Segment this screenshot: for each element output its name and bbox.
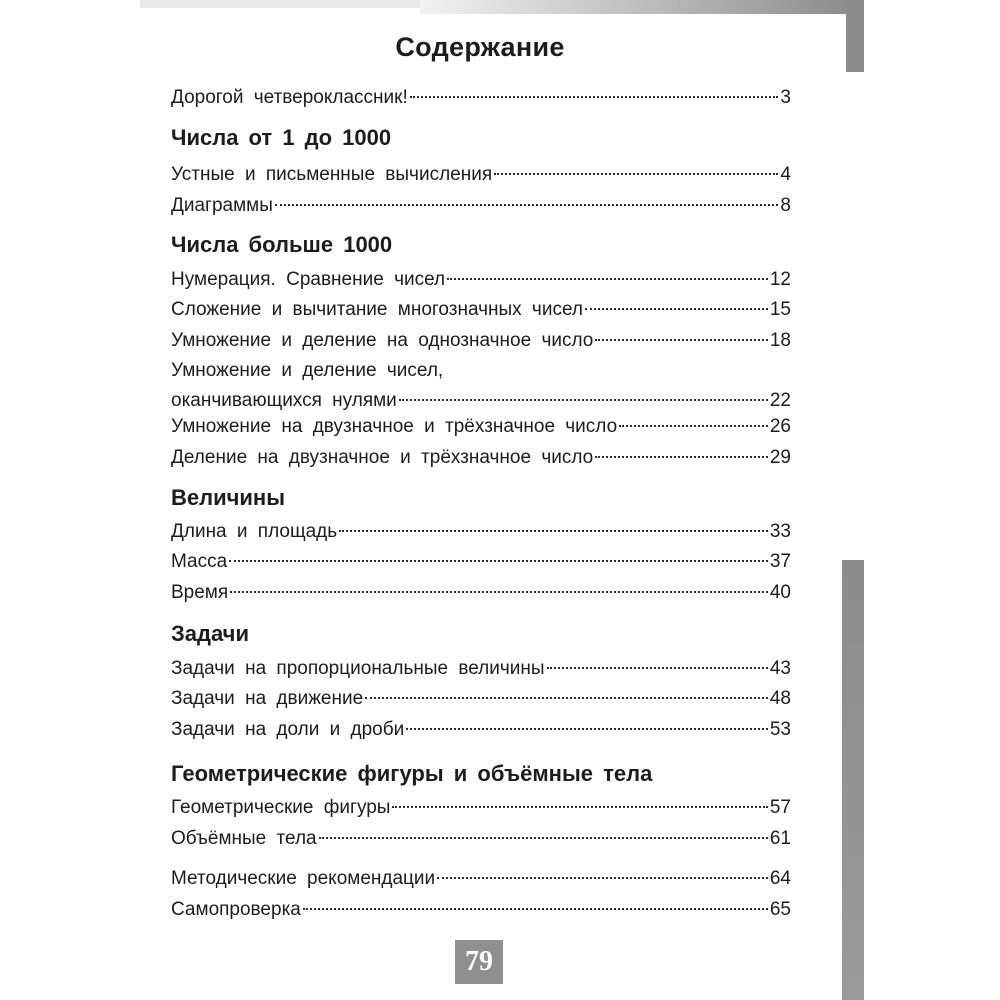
scan-edge-top-left (140, 0, 420, 8)
toc-entry (171, 550, 791, 574)
dot-leader (595, 339, 768, 341)
toc-entry (171, 687, 791, 711)
toc-entry-page: 29 (769, 447, 791, 468)
toc-entry-label: Сложение и вычитание многозначных чисел (171, 299, 583, 320)
toc-entry-label: Деление на двузначное и трёхзначное число (171, 447, 594, 468)
section-heading: Геометрические фигуры и объёмные тела (171, 761, 653, 786)
toc-entry-label-line2: оканчивающихся нулями (171, 390, 397, 411)
section-heading: Задачи (171, 621, 249, 646)
toc-entry-page: 18 (769, 330, 791, 351)
toc-entry (171, 827, 791, 851)
dot-leader (303, 908, 768, 910)
toc-entry (171, 446, 791, 470)
toc-entry-label: Методические рекомендации (171, 868, 436, 889)
page-edge-right-bottom (842, 560, 864, 1000)
toc-entry-appendix (171, 867, 791, 891)
toc-entry (171, 163, 791, 187)
toc-entry (171, 329, 791, 353)
toc-entry-multiline (171, 359, 791, 413)
page-edge-top (420, 0, 860, 14)
toc-entry-label: Диаграммы (171, 195, 273, 216)
toc-entry-page: 22 (769, 390, 791, 411)
toc-entry (171, 268, 791, 292)
toc-entry-page: 12 (769, 269, 791, 290)
toc-entry-label: Умножение и деление на однозначное число (171, 330, 594, 351)
page-title: Содержание (395, 32, 565, 62)
toc-entry-page: 57 (769, 797, 791, 818)
toc-entry-label: Дорогой четвероклассник! (171, 87, 408, 108)
toc-entry-page: 65 (769, 899, 791, 920)
dot-leader (447, 278, 768, 280)
dot-leader (399, 399, 768, 401)
toc-entry-label: Умножение на двузначное и трёхзначное число (171, 416, 618, 437)
page-number: 79 (455, 940, 503, 984)
section-heading: Величины (171, 485, 285, 510)
toc-entry (171, 298, 791, 322)
dot-leader (230, 591, 768, 593)
dot-leader (392, 806, 767, 808)
dot-leader (410, 96, 779, 98)
dot-leader (339, 530, 768, 532)
toc-entry-label: Геометрические фигуры (171, 797, 391, 818)
dot-leader (365, 697, 768, 699)
toc-entry-label: Задачи на пропорциональные величины (171, 658, 545, 679)
dot-leader (619, 425, 768, 427)
toc-entry-label: Задачи на доли и дроби (171, 719, 405, 740)
dot-leader (229, 560, 768, 562)
toc-entry-page: 4 (780, 164, 791, 185)
toc-entry-page: 26 (769, 416, 791, 437)
toc-entry (171, 520, 791, 544)
toc-entry-label: Время (171, 582, 229, 603)
dot-leader (437, 877, 768, 879)
toc-entry-label: Масса (171, 551, 228, 572)
dot-leader (275, 204, 779, 206)
toc-entry (171, 718, 791, 742)
dot-leader (595, 456, 768, 458)
dot-leader (547, 667, 768, 669)
toc-entry-label: Длина и площадь (171, 521, 338, 542)
toc-entry (171, 581, 791, 605)
toc-entry (171, 796, 791, 820)
toc-entry-page: 37 (769, 551, 791, 572)
dot-leader (585, 308, 768, 310)
toc-entry-page: 61 (769, 828, 791, 849)
toc-entry (171, 415, 791, 439)
toc-entry-page: 15 (769, 299, 791, 320)
toc-entry (171, 657, 791, 681)
toc-entry-page: 43 (769, 658, 791, 679)
section-heading: Числа от 1 до 1000 (171, 125, 392, 150)
toc-entry-page: 40 (769, 582, 791, 603)
toc-entry-page: 8 (780, 195, 791, 216)
toc-entry-line2 (171, 389, 791, 413)
dot-leader (319, 837, 768, 839)
page-edge-right-top (846, 0, 864, 72)
toc-entry (171, 194, 791, 218)
toc-entry-label: Задачи на движение (171, 688, 364, 709)
toc-entry-page: 33 (769, 521, 791, 542)
toc-entry-page: 53 (769, 719, 791, 740)
toc-entry-label: Нумерация. Сравнение чисел (171, 269, 446, 290)
toc-entry-appendix (171, 898, 791, 922)
toc-entry-page: 64 (769, 868, 791, 889)
section-heading: Числа больше 1000 (171, 232, 393, 257)
toc-entry-page: 48 (769, 688, 791, 709)
toc-entry-label: Устные и письменные вычисления (171, 164, 493, 185)
toc-entry-intro (171, 86, 791, 110)
dot-leader (406, 728, 768, 730)
dot-leader (494, 173, 778, 175)
toc-entry-label: Объёмные тела (171, 828, 317, 849)
toc-entry-label: Самопроверка (171, 899, 301, 920)
toc-entry-page: 3 (780, 87, 791, 108)
toc-entry-label-line1: Умножение и деление чисел, (171, 360, 444, 381)
